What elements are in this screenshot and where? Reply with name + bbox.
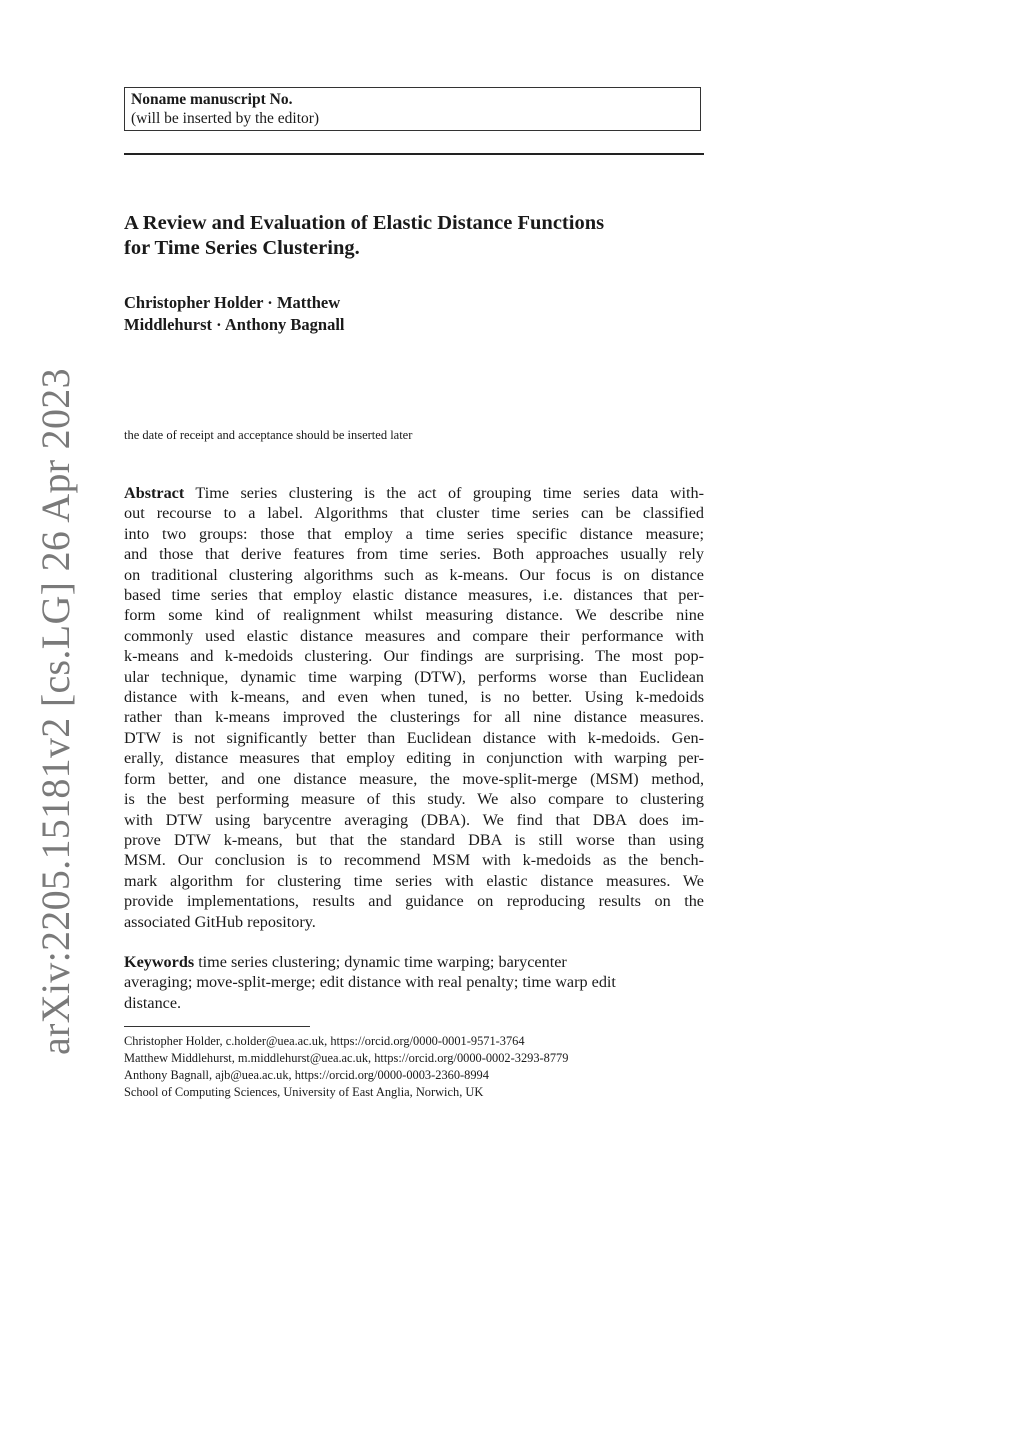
keywords-line: distance. [124, 993, 182, 1012]
receipt-date-note: the date of receipt and acceptance should be inserted later [124, 428, 413, 442]
author-line: Christopher Holder · Matthew [124, 293, 341, 312]
abstract-text: Time series clustering is the act of grouping time series data with- [184, 484, 704, 502]
keywords-text: time series clustering; dynamic time warping; barycenter [194, 953, 567, 971]
keywords-line [124, 952, 704, 972]
keywords [124, 952, 704, 1013]
footnote-line: Matthew Middlehurst, m.middlehurst@uea.ac.uk, https://orcid.org/0000-0002-3293-8779 [124, 1051, 569, 1065]
abstract-line: MSM. Our conclusion is to recommend MSM with k-medoids as the bench- [124, 851, 704, 870]
paper-title-line: for Time Series Clustering. [124, 237, 360, 259]
abstract-line: based time series that employ elastic distance measures, i.e. distances that per- [124, 586, 704, 605]
footnote-line: Anthony Bagnall, ajb@uea.ac.uk, https://orcid.org/0000-0003-2360-8994 [124, 1068, 489, 1082]
abstract-line: commonly used elastic distance measures and compare their performance with [124, 626, 704, 645]
abstract-line: mark algorithm for clustering time series with elastic distance measures. We [124, 871, 704, 890]
abstract-line: on traditional clustering algorithms such as k-means. Our focus is on distance [124, 565, 704, 584]
abstract-line: distance with k-means, and even when tuned, is no better. Using k-medoids [124, 688, 704, 707]
abstract-line: prove DTW k-means, but that the standard DBA is still worse than using [124, 830, 704, 849]
abstract-line: ular technique, dynamic time warping (DTW), performs worse than Euclidean [124, 667, 704, 686]
arxiv-identifier: arXiv:2205.15181v2 [cs.LG] 26 Apr 2023 [33, 368, 78, 1055]
manuscript-subtitle: (will be inserted by the editor) [131, 110, 320, 127]
manuscript-title: Noname manuscript No. [131, 91, 293, 108]
abstract-line: form better, and one distance measure, the move-split-merge (MSM) method, [124, 769, 704, 788]
manuscript-number-box [124, 87, 701, 131]
paper-title-line: A Review and Evaluation of Elastic Distance Functions [124, 212, 605, 234]
paper-title [124, 211, 724, 261]
header-rule [124, 153, 704, 155]
keywords-label: Keywords [124, 953, 195, 971]
abstract-label: Abstract [124, 484, 185, 502]
abstract-line: associated GitHub repository. [124, 912, 316, 931]
abstract-line: is the best performing measure of this study. We also compare to clustering [124, 790, 704, 809]
abstract [124, 483, 704, 932]
abstract-line: form some kind of realignment whilst measuring distance. We describe nine [124, 606, 704, 625]
footnote-line: Christopher Holder, c.holder@uea.ac.uk, https://orcid.org/0000-0001-9571-3764 [124, 1034, 525, 1048]
author-footnotes [124, 1033, 724, 1101]
footnote-rule [124, 1026, 310, 1027]
abstract-line: k-means and k-medoids clustering. Our findings are surprising. The most pop- [124, 647, 704, 666]
abstract-line: provide implementations, results and guidance on reproducing results on the [124, 892, 704, 911]
abstract-line: DTW is not significantly better than Euclidean distance with k-medoids. Gen- [124, 728, 704, 747]
abstract-line [124, 483, 704, 503]
author-list [124, 292, 704, 336]
abstract-line: rather than k-means improved the clusterings for all nine distance measures. [124, 708, 704, 727]
abstract-line: and those that derive features from time series. Both approaches usually rely [124, 545, 704, 564]
abstract-line: with DTW using barycentre averaging (DBA). We find that DBA does im- [124, 810, 704, 829]
footnote-line: School of Computing Sciences, University of East Anglia, Norwich, UK [124, 1085, 484, 1099]
author-line: Middlehurst · Anthony Bagnall [124, 315, 345, 334]
abstract-line: out recourse to a label. Algorithms that cluster time series can be classified [124, 504, 704, 523]
abstract-line: erally, distance measures that employ editing in conjunction with warping per- [124, 749, 704, 768]
keywords-line: averaging; move-split-merge; edit distance with real penalty; time warp edit [124, 973, 616, 992]
abstract-line: into two groups: those that employ a time series specific distance measure; [124, 524, 704, 543]
